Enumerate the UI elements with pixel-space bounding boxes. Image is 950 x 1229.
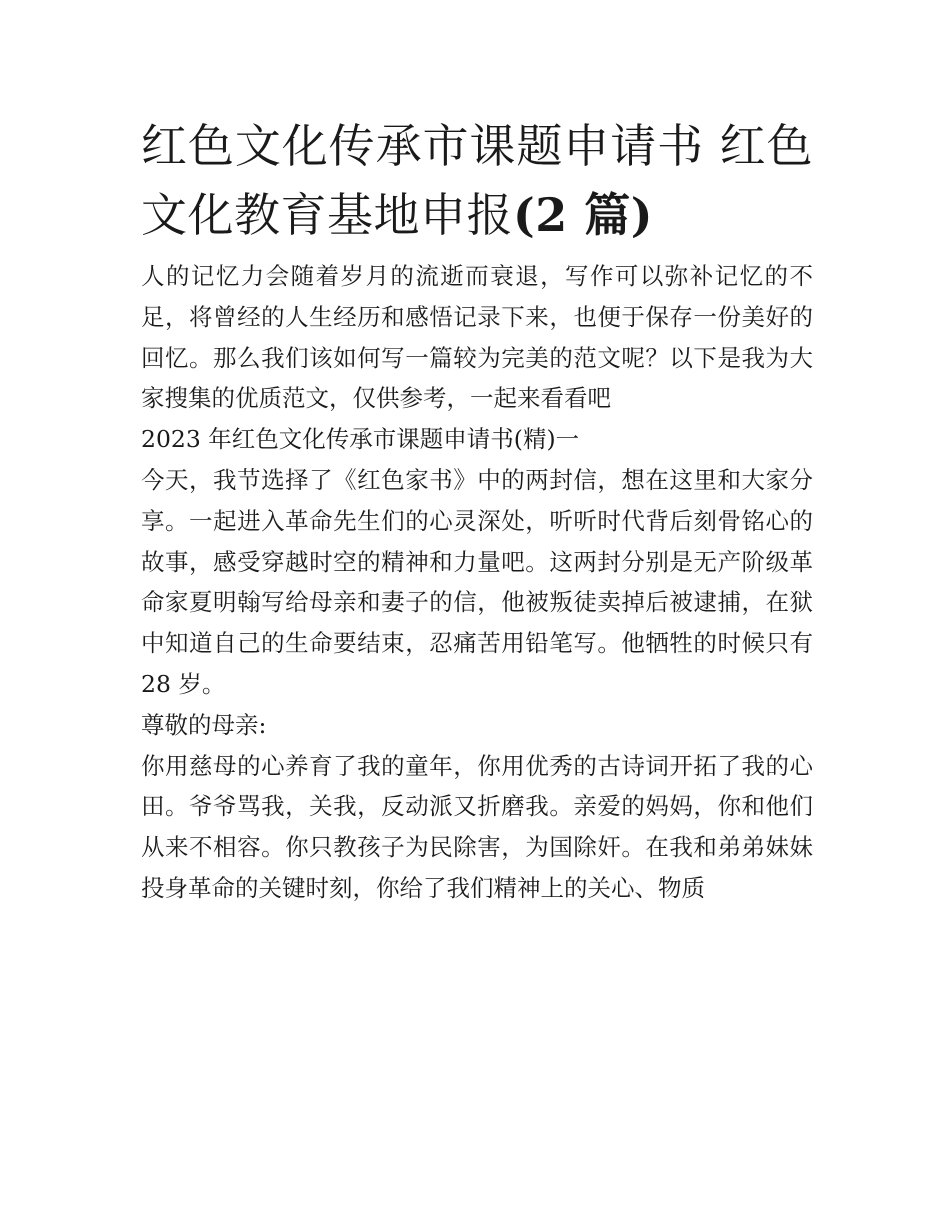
body-paragraph: 今天，我节选择了《红色家书》中的两封信，想在这里和大家分享。一起进入革命先生们的心灵深处，听听时代背后刻骨铭心的故事，感受穿越时空的精神和力量吧。这两封分别是无产阶级革命家夏明翰写给母亲和妻子的信，他被叛徒卖掉后被逮捕，在狱中知道自己的生命要结束，忍痛苦用铅笔写。他牺牲的时候只有 28 岁。 <box>141 465 813 698</box>
letter-paragraph: 你用慈母的心养育了我的童年，你用优秀的古诗词开拓了我的心田。爷爷骂我，关我，反动派又折磨我。亲爱的妈妈，你和他们从来不相容。你只教孩子为民除害，为国除奸。在我和弟弟妹妹投身革命的关键时刻，你给了我们精神上的关心、物质 <box>141 751 813 902</box>
section-heading: 2023 年红色文化传承市课题申请书(精)一 <box>141 425 580 454</box>
document-title <box>141 112 813 250</box>
document-title-count: (2 篇) <box>513 188 654 242</box>
document-body <box>141 112 813 909</box>
letter-salutation: 尊敬的母亲: <box>141 710 267 739</box>
intro-paragraph: 人的记忆力会随着岁月的流逝而衰退，写作可以弥补记忆的不足，将曾经的人生经历和感悟记录下来，也便于保存一份美好的回忆。那么我们该如何写一篇较为完美的范文呢？以下是我为大家搜集的优质范文，仅供参考，一起来看看吧 <box>141 262 813 413</box>
document-title-main: 红色文化传承市课题申请书 红色文化教育基地申报 <box>141 119 813 242</box>
